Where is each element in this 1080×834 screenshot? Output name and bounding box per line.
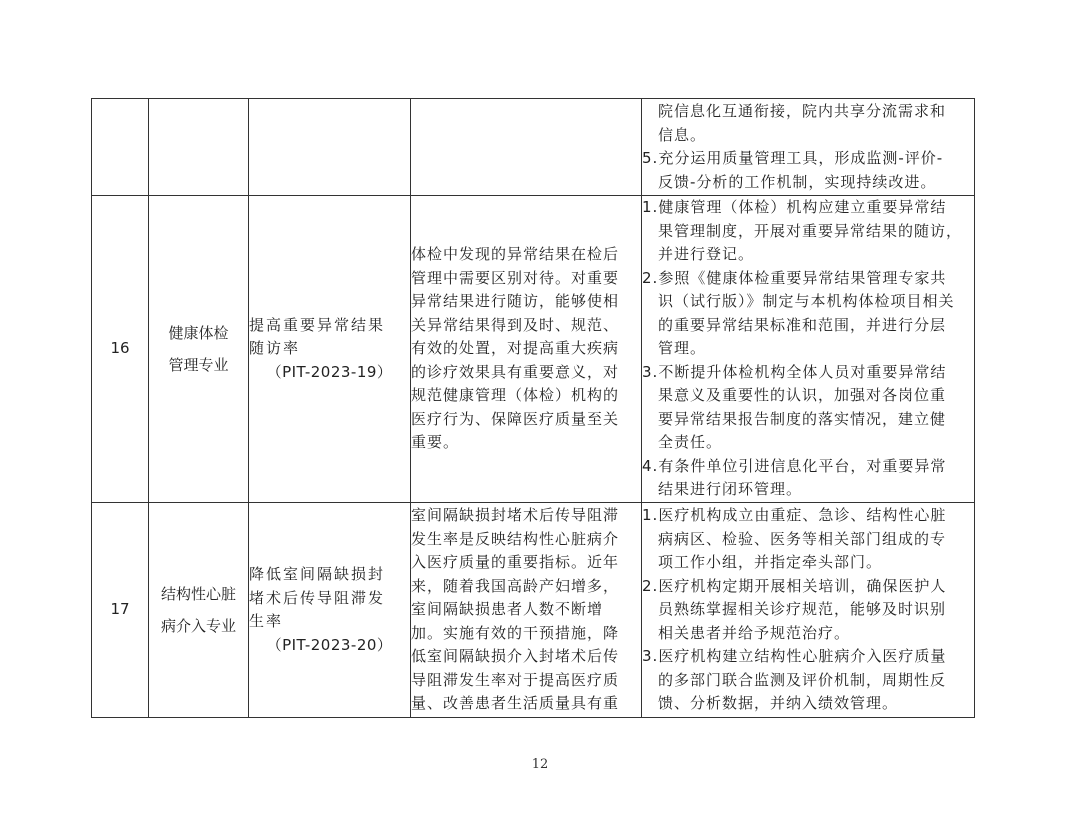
measure-text: 管理。 [658,339,707,358]
measure-text: 相关患者并给予规范治疗。 [658,623,851,642]
measure-item [642,361,974,385]
table-row-17 [92,503,975,718]
measure-item [642,504,974,528]
metric-name [249,503,411,718]
description-line: 管理中需要区别对待。对重要 [411,268,620,287]
description-line: 有效的处置，对提高重大疾病 [411,339,620,358]
measure-item [642,384,974,408]
metric-code: （PIT-2023-19） [266,362,393,381]
metric-code: （PIT-2023-20） [266,635,393,654]
measure-text: 病病区、检验、医务等相关部门组成的专 [658,529,947,548]
description-line: 医疗行为、保障医疗质量至关 [411,409,620,428]
specialty-name [149,196,249,503]
measure-text: 要异常结果报告制度的落实情况，建立健 [658,409,947,428]
measure-text: 健康管理（体检）机构应建立重要异常结 [658,198,947,217]
specialty-line: 结构性心脏 [160,585,236,603]
measure-item [642,622,974,646]
measure-item [642,478,974,502]
measure-number: 2. [642,268,659,287]
measure-item [642,124,974,148]
description-line: 加。实施有效的干预措施，降 [411,623,620,642]
measure-number: 1. [642,198,659,217]
measure-item [642,551,974,575]
specialty-line: 管理专业 [168,356,229,374]
measure-text: 结果进行闭环管理。 [658,480,803,499]
description-line: 发生率是反映结构性心脏病介 [411,529,620,548]
measure-item [642,314,974,338]
measure-text: 有条件单位引进信息化平台，对重要异常 [658,456,947,475]
description-line: 异常结果进行随访，能够使相 [411,292,620,311]
measure-text: 医疗机构定期开展相关培训，确保医护人 [658,576,947,595]
description-line: 导阻滞发生率对于提高医疗质 [411,670,620,689]
row-number: 16 [92,196,149,503]
measure-item [642,147,974,171]
measure-item [642,598,974,622]
cell-metric-empty [249,99,411,196]
measure-text: 参照《健康体检重要异常结果管理专家共 [658,268,947,287]
specialty-name [149,503,249,718]
measure-text: 的多部门联合监测及评价机制，周期性反 [658,670,947,689]
metric-line: 提高重要异常结果 [249,315,386,334]
description-line: 室间隔缺损患者人数不断增 [411,600,604,619]
measure-number: 2. [642,576,659,595]
measure-text: 信息。 [658,125,707,144]
improvement-measures [642,196,975,503]
measure-number: 4. [642,456,659,475]
measure-number: 3. [642,647,659,666]
indicator-table [91,98,975,718]
measure-text: 全责任。 [658,433,723,452]
specialty-line: 病介入专业 [160,617,236,635]
description-line: 室间隔缺损封堵术后传导阻滞 [411,506,620,525]
measure-item [642,669,974,693]
measure-text: 并进行登记。 [658,245,755,264]
measure-number: 1. [642,506,659,525]
description-line: 的诊疗效果具有重要意义，对 [411,362,620,381]
measure-text: 医疗机构成立由重症、急诊、结构性心脏 [658,506,947,525]
page-number: 12 [531,757,549,772]
description-line: 规范健康管理（体检）机构的 [411,386,620,405]
measure-text: 反馈-分析的工作机制，实现持续改进。 [658,172,937,191]
measure-text: 馈、分析数据，并纳入绩效管理。 [658,694,899,713]
specialty-line: 健康体检 [168,324,229,342]
description-line: 体检中发现的异常结果在检后 [411,245,620,264]
cell-description-empty [411,99,642,196]
metric-line: 随访率 [249,339,301,358]
measure-item [642,528,974,552]
measure-text: 的重要异常结果标准和范围，并进行分层 [658,315,947,334]
table-row-16 [92,196,975,503]
table-row-continued [92,99,975,196]
measure-item [642,337,974,361]
measure-text: 医疗机构建立结构性心脏病介入医疗质量 [658,647,947,666]
measure-item [642,692,974,716]
measure-text: 充分运用质量管理工具，形成监测-评价- [658,149,944,167]
measure-item [642,408,974,432]
description-line: 量、改善患者生活质量具有重 [411,694,620,713]
cell-specialty-empty [149,99,249,196]
measure-text: 项工作小组，并指定牵头部门。 [658,553,883,572]
measure-item [642,575,974,599]
measure-number: 3. [642,362,659,381]
measure-text: 果管理制度，开展对重要异常结果的随访， [658,221,963,240]
measure-text: 院信息化互通衔接，院内共享分流需求和 [658,102,947,120]
measure-item [642,171,974,195]
description-line: 来，随着我国高龄产妇增多， [411,576,620,595]
metric-line: 生率 [249,612,284,630]
metric-description [411,503,642,718]
measure-item [642,243,974,267]
measure-number: 5. [642,149,659,167]
row-number: 17 [92,503,149,718]
cell-measures-continued [642,99,975,196]
improvement-measures [642,503,975,718]
metric-line: 堵术后传导阻滞发 [249,588,386,607]
measure-item [642,431,974,455]
description-line: 重要。 [411,433,460,452]
measure-item [642,455,974,479]
measure-text: 员熟练掌握相关诊疗规范，能够及时识别 [658,600,947,619]
description-line: 关异常结果得到及时、规范、 [411,315,620,334]
cell-no-empty [92,99,149,196]
metric-line: 降低室间隔缺损封 [249,565,386,583]
metric-description [411,196,642,503]
measure-item [642,220,974,244]
description-line: 入医疗质量的重要指标。近年 [411,553,620,572]
measure-text: 不断提升体检机构全体人员对重要异常结 [658,362,947,381]
metric-name [249,196,411,503]
measure-text: 识（试行版）》制定与本机构体检项目相关 [658,292,955,311]
measure-item [642,196,974,220]
measure-item [642,645,974,669]
measure-item [642,100,974,124]
description-line: 低室间隔缺损介入封堵术后传 [411,647,620,666]
measure-text: 果意义及重要性的认识，加强对各岗位重 [658,386,947,405]
measure-item [642,267,974,291]
measure-item [642,290,974,314]
